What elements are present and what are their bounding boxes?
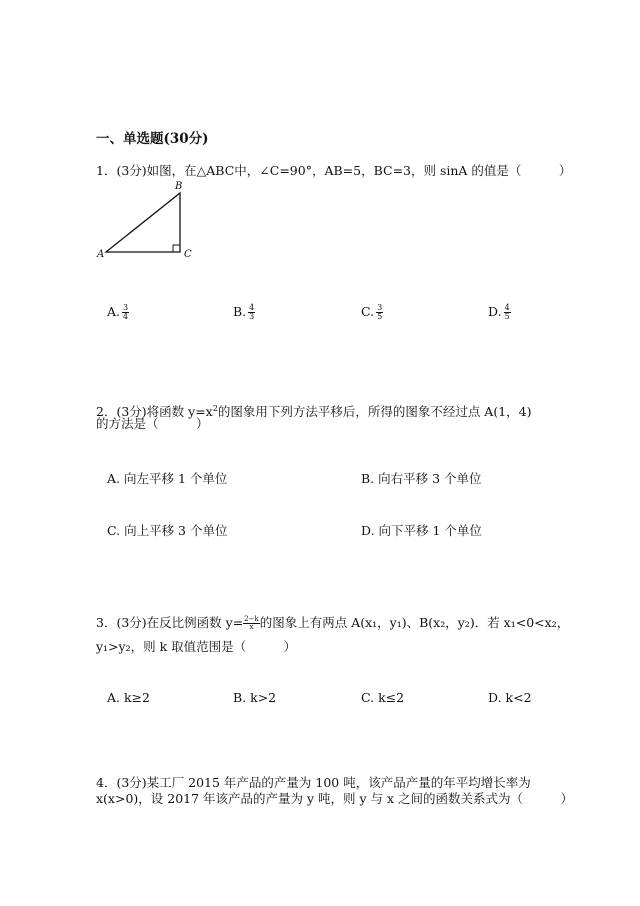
right-angle-mark xyxy=(173,245,180,252)
q3-option-d[interactable]: D. k<2 xyxy=(488,690,532,705)
question-3-line-1 xyxy=(96,613,569,633)
numerator: 4 xyxy=(249,303,255,312)
q3-option-b[interactable]: B. k>2 xyxy=(233,690,277,705)
question-2-line-2: 的方法是（ ） xyxy=(96,416,209,431)
section-title: 一、单选题(30分) xyxy=(96,131,209,147)
q2-option-d[interactable]: D. 向下平移 1 个单位 xyxy=(361,523,482,538)
fraction xyxy=(504,304,511,321)
superscript: 2 xyxy=(212,404,218,413)
denominator: 4 xyxy=(123,312,129,321)
q2-option-c[interactable]: C. 向上平移 3 个单位 xyxy=(107,523,228,538)
vertex-a-label: A xyxy=(97,249,105,260)
option-prefix: C. xyxy=(361,304,375,319)
vertex-b-label: B xyxy=(175,181,183,192)
option-prefix: B. xyxy=(233,304,247,319)
question-4-line-1: 4．(3分)某工厂 2015 年产品的产量为 100 吨，该产品产量的年平均增长率为 xyxy=(96,775,531,790)
q1-option-b[interactable] xyxy=(233,304,255,321)
numerator: 3 xyxy=(123,303,129,312)
denominator: 5 xyxy=(504,312,510,321)
fraction xyxy=(243,616,260,631)
question-4-line-2: x(x>0)，设 2017 年该产品的产量为 y 吨，则 y 与 x 之间的函数关系式为（ ） xyxy=(96,791,574,806)
triangle-abc xyxy=(106,193,180,252)
text-segment: 的图象用下列方法平移后，所得的图象不经过点 A(1，4) xyxy=(217,404,532,420)
question-3-line-2: y₁>y₂，则 k 取值范围是（ ） xyxy=(96,639,297,654)
vertex-c-label: C xyxy=(184,249,192,260)
numerator: 2−k xyxy=(244,615,259,623)
fraction xyxy=(376,304,383,321)
q1-option-d[interactable] xyxy=(488,304,511,321)
option-prefix: A. xyxy=(107,304,121,319)
text-segment: 2．(3分)将函数 y=x xyxy=(96,404,213,420)
fraction xyxy=(122,304,129,321)
denominator: 3 xyxy=(249,312,255,321)
q1-option-c[interactable] xyxy=(361,304,383,321)
q3-option-c[interactable]: C. k≤2 xyxy=(361,690,405,705)
option-prefix: D. xyxy=(488,304,502,319)
numerator: 4 xyxy=(504,303,510,312)
denominator: x xyxy=(249,623,254,631)
denominator: 5 xyxy=(377,312,383,321)
q1-option-a[interactable] xyxy=(107,304,129,321)
text-segment: 的图象上有两点 A(x₁，y₁)、B(x₂，y₂)．若 x₁<0<x₂， xyxy=(259,615,570,630)
q3-option-a[interactable]: A. k≥2 xyxy=(107,690,150,705)
q2-option-a[interactable]: A. 向左平移 1 个单位 xyxy=(107,471,228,486)
numerator: 3 xyxy=(377,303,383,312)
triangle-figure xyxy=(96,180,206,264)
text-segment: 3．(3分)在反比例函数 y= xyxy=(96,615,244,630)
q2-option-b[interactable]: B. 向右平移 3 个单位 xyxy=(361,471,482,486)
fraction xyxy=(248,304,255,321)
question-1-text: 1．(3分)如图，在△ABC中，∠C=90°，AB=5，BC=3，则 sinA 的值是（ ） xyxy=(96,163,572,178)
